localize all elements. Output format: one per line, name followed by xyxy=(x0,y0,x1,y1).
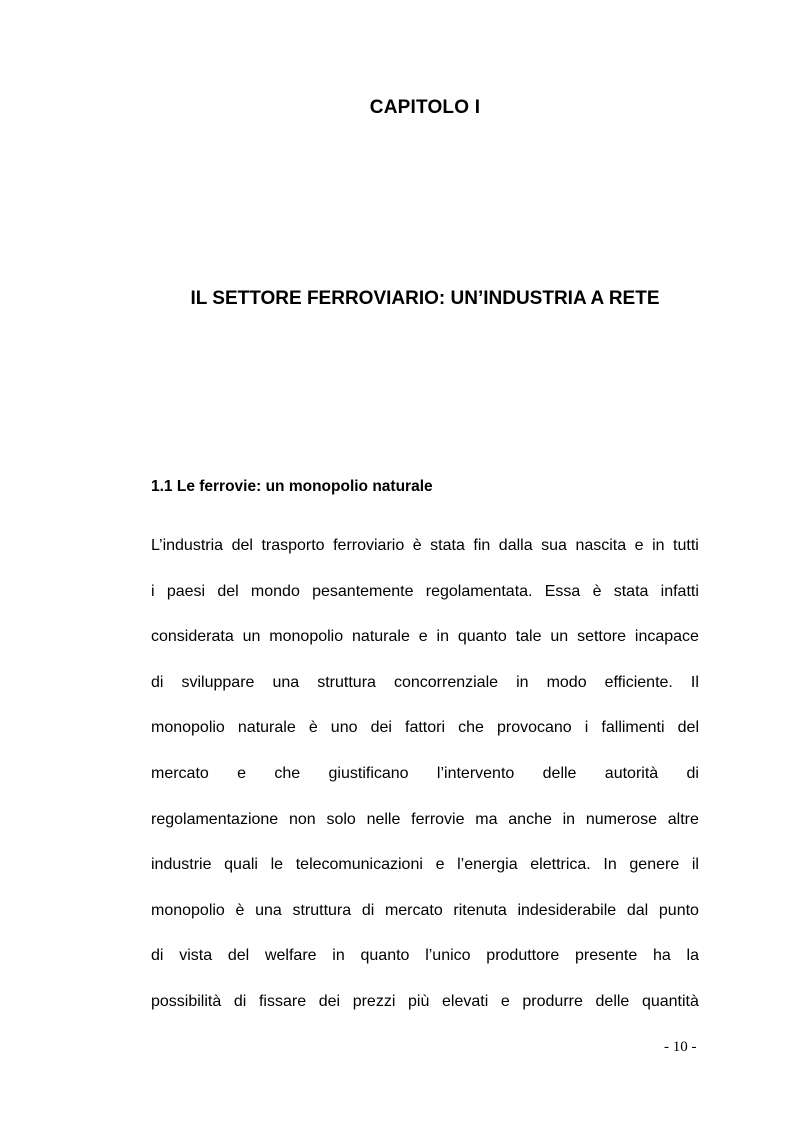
body-word: il xyxy=(691,856,699,874)
body-word: possibilità xyxy=(151,992,222,1010)
body-word: anche xyxy=(508,810,552,828)
body-word: fattori xyxy=(405,719,446,737)
body-word: nascita xyxy=(575,537,627,554)
chapter-label: CAPITOLO I xyxy=(369,97,481,118)
body-word: del xyxy=(677,719,699,737)
body-word: in xyxy=(436,628,449,646)
body-word: regolamentazione xyxy=(151,810,279,828)
body-word: quali xyxy=(224,856,258,874)
body-word: fissare xyxy=(258,992,307,1010)
body-word: numerose xyxy=(585,810,657,828)
body-word: modo xyxy=(546,673,587,691)
body-paragraph xyxy=(151,526,699,1028)
body-word: del xyxy=(227,947,250,965)
body-word: del xyxy=(217,582,239,600)
body-word: efficiente. xyxy=(604,673,673,691)
body-word: e xyxy=(634,537,644,554)
body-line xyxy=(151,708,699,754)
body-word: di xyxy=(361,901,375,919)
body-word: altre xyxy=(667,810,699,828)
body-word: considerata xyxy=(151,628,234,646)
body-word: regolamentata. xyxy=(425,582,533,600)
body-word: dal xyxy=(626,901,649,919)
body-word: paesi xyxy=(166,582,206,600)
body-word: pesantemente xyxy=(312,582,414,600)
body-word: monopolio xyxy=(269,628,344,646)
body-word: indesiderabile xyxy=(517,901,617,919)
body-word: in xyxy=(516,673,529,691)
body-word: una xyxy=(272,673,300,691)
body-word: giustificano xyxy=(328,764,409,782)
body-word: nelle xyxy=(366,810,401,828)
body-word: e xyxy=(435,856,445,874)
body-word: è xyxy=(235,901,245,919)
body-word: elevati xyxy=(442,992,489,1010)
body-word: vista xyxy=(179,947,213,965)
body-word: In xyxy=(603,856,617,874)
body-word: ritenuta xyxy=(453,901,507,919)
body-word: di xyxy=(233,992,247,1010)
body-word: in xyxy=(562,810,576,828)
body-word: L’industria xyxy=(151,537,224,554)
body-line xyxy=(151,800,699,846)
body-word: autorità xyxy=(604,764,659,782)
body-word: i xyxy=(584,719,589,737)
body-word: sviluppare xyxy=(181,673,255,691)
page-number: - 10 - xyxy=(664,1039,697,1055)
body-word: trasporto xyxy=(261,537,325,554)
body-word: prezzi xyxy=(352,992,396,1010)
body-line xyxy=(151,663,699,709)
body-word: naturale xyxy=(352,628,410,646)
body-word: naturale xyxy=(237,719,296,737)
body-line xyxy=(151,754,699,800)
body-word: tale xyxy=(515,628,542,646)
body-word: quantità xyxy=(641,992,699,1010)
body-word: mondo xyxy=(250,582,300,600)
body-word: ferrovie xyxy=(411,810,465,828)
body-word: monopolio xyxy=(151,901,225,919)
body-word: punto xyxy=(658,901,699,919)
body-word: mercato xyxy=(151,764,209,782)
body-word: welfare xyxy=(264,947,317,965)
body-word: fin xyxy=(473,537,491,554)
body-word: dalla xyxy=(498,537,533,554)
body-word: di xyxy=(686,764,699,782)
body-line xyxy=(151,845,699,891)
body-word: struttura xyxy=(292,901,352,919)
body-word: stata xyxy=(430,537,465,554)
body-word: le xyxy=(270,856,284,874)
body-word: è xyxy=(412,537,422,554)
body-word: solo xyxy=(326,810,356,828)
body-word: sua xyxy=(541,537,567,554)
body-word: la xyxy=(686,947,699,965)
body-word: monopolio xyxy=(151,719,225,737)
body-word: industrie xyxy=(151,856,212,874)
body-word: dei xyxy=(370,719,392,737)
body-word: telecomunicazioni xyxy=(295,856,423,874)
body-word: ferroviario xyxy=(333,537,405,554)
body-word: un xyxy=(242,628,261,646)
body-word: di xyxy=(151,673,164,691)
body-word: ha xyxy=(653,947,671,965)
body-line xyxy=(151,617,699,663)
body-line xyxy=(151,572,699,618)
body-word: del xyxy=(231,537,253,554)
body-word: quanto xyxy=(457,628,507,646)
body-word: che xyxy=(274,764,301,782)
body-word: di xyxy=(151,947,164,965)
body-word: dei xyxy=(318,992,341,1010)
body-word: produrre xyxy=(522,992,583,1010)
body-word: più xyxy=(408,992,430,1010)
body-line xyxy=(151,982,699,1028)
body-word: e xyxy=(500,992,510,1010)
body-word: ma xyxy=(475,810,498,828)
body-word: l’energia xyxy=(457,856,518,874)
body-word: provocano xyxy=(496,719,572,737)
body-word: Essa xyxy=(544,582,581,600)
body-word: infatti xyxy=(660,582,699,600)
body-word: tutti xyxy=(673,537,699,554)
body-word: in xyxy=(332,947,345,965)
body-word: un xyxy=(550,628,569,646)
body-word: produttore xyxy=(486,947,560,965)
body-word: che xyxy=(458,719,484,737)
body-word: settore xyxy=(577,628,626,646)
body-word: fallimenti xyxy=(601,719,665,737)
body-word: incapace xyxy=(634,628,699,646)
body-word: e xyxy=(418,628,428,646)
body-word: i xyxy=(151,582,155,600)
body-word: genere xyxy=(629,856,680,874)
body-word: l’unico xyxy=(425,947,471,965)
body-line xyxy=(151,526,699,572)
body-line xyxy=(151,891,699,937)
body-word: presente xyxy=(574,947,638,965)
body-word: è xyxy=(592,582,602,600)
body-word: è xyxy=(308,719,318,737)
body-line xyxy=(151,936,699,982)
body-word: quanto xyxy=(360,947,410,965)
body-word: Il xyxy=(690,673,699,691)
body-word: struttura xyxy=(317,673,376,691)
body-word: e xyxy=(237,764,247,782)
body-word: l’intervento xyxy=(436,764,515,782)
body-word: uno xyxy=(330,719,358,737)
section-heading: 1.1 Le ferrovie: un monopolio naturale xyxy=(151,478,433,495)
body-word: non xyxy=(288,810,316,828)
chapter-title: IL SETTORE FERROVIARIO: UN’INDUSTRIA A RETE xyxy=(190,288,660,309)
body-word: delle xyxy=(542,764,577,782)
body-word: elettrica. xyxy=(530,856,591,874)
body-word: mercato xyxy=(384,901,443,919)
body-word: in xyxy=(652,537,665,554)
body-word: stata xyxy=(613,582,649,600)
body-word: delle xyxy=(595,992,630,1010)
body-word: una xyxy=(255,901,282,919)
body-word: concorrenziale xyxy=(393,673,499,691)
